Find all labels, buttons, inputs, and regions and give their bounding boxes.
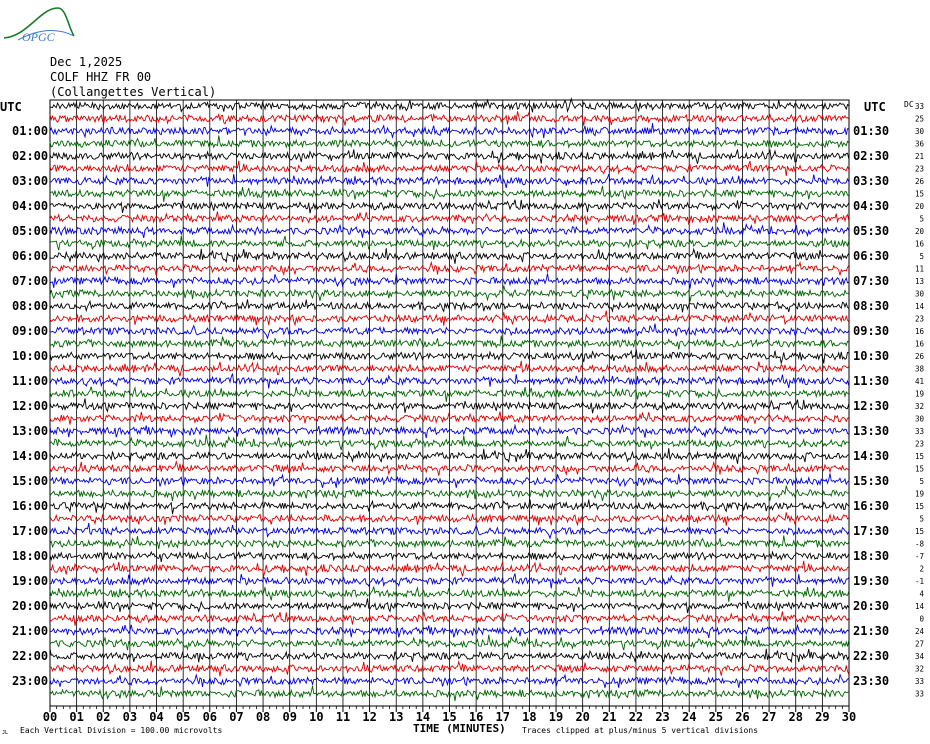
row-label-right: 21:30	[853, 624, 890, 638]
dc-value: 15	[914, 464, 924, 474]
x-tick-label: 20	[575, 710, 590, 724]
dc-value: 32	[914, 402, 924, 411]
clip-note: Traces clipped at plus/minus 5 vertical divisions	[522, 726, 759, 735]
row-label-right: 08:30	[853, 299, 890, 313]
x-tick-label: 19	[548, 710, 564, 724]
dc-value: 33	[914, 102, 924, 111]
x-tick-label: 21	[602, 710, 617, 724]
row-label-left: 16:00	[12, 499, 49, 513]
row-label-right: 07:30	[853, 274, 890, 288]
row-label-left: 10:00	[12, 349, 49, 363]
x-tick-label: 11	[335, 710, 351, 724]
division-note: Each Vertical Division = 100.00 microvolts	[20, 726, 223, 735]
dc-value: 34	[914, 652, 924, 661]
station-label: COLF HHZ FR 00	[50, 70, 152, 84]
x-tick-label: 15	[442, 710, 457, 724]
row-label-right: 04:30	[853, 199, 890, 213]
row-label-left: 06:00	[12, 249, 49, 263]
row-label-right: 06:30	[853, 249, 890, 263]
x-tick-label: 13	[389, 710, 404, 724]
x-tick-label: 26	[735, 710, 750, 724]
dc-value: 41	[914, 377, 924, 386]
opgc-logo	[4, 8, 74, 44]
dc-value: 33	[914, 427, 924, 436]
x-tick-label: 12	[362, 710, 377, 724]
dc-value: 5	[919, 477, 924, 486]
dc-value: 27	[914, 639, 924, 649]
station-description: (Collangettes Vertical)	[50, 85, 217, 99]
x-tick-label: 10	[309, 710, 324, 724]
row-label-left: 15:00	[12, 474, 49, 488]
dc-value: 5	[919, 252, 924, 261]
dc-value: -8	[914, 539, 924, 549]
row-label-left: 03:00	[12, 174, 49, 188]
row-label-right: 12:30	[853, 399, 890, 413]
utc-label-left: UTC	[0, 100, 22, 114]
dc-value: 33	[914, 677, 924, 686]
x-tick-label: 27	[761, 710, 777, 724]
row-label-right: 09:30	[853, 324, 890, 338]
x-tick-label: 04	[149, 710, 164, 724]
x-tick-label: 30	[841, 710, 857, 724]
x-tick-label: 24	[681, 710, 697, 724]
dc-value: 19	[914, 489, 924, 499]
row-label-left: 02:00	[12, 149, 49, 163]
dc-value: 23	[914, 314, 924, 324]
row-label-left: 13:00	[12, 424, 49, 438]
dc-value: -1	[914, 577, 924, 586]
dc-label: DC	[904, 100, 914, 109]
x-tick-label: 09	[282, 710, 297, 724]
row-label-left: 01:00	[12, 124, 49, 138]
row-label-right: 11:30	[853, 374, 890, 388]
x-tick-label: 03	[122, 710, 138, 724]
row-label-left: 07:00	[12, 274, 49, 288]
dc-value: 19	[914, 389, 924, 399]
row-label-right: 16:30	[853, 499, 890, 513]
x-tick-label: 08	[255, 710, 271, 724]
x-tick-label: 25	[708, 710, 724, 724]
row-label-left: 19:00	[12, 574, 49, 588]
logo-text: OPGC	[22, 30, 55, 44]
row-label-right: 02:30	[853, 149, 890, 163]
dc-value: 20	[914, 227, 924, 236]
row-label-right: 05:30	[853, 224, 890, 238]
x-tick-label: 28	[788, 710, 803, 724]
row-label-left: 05:00	[12, 224, 49, 238]
row-label-left: 21:00	[12, 624, 49, 638]
row-label-left: 04:00	[12, 199, 49, 213]
x-tick-label: 06	[202, 710, 218, 724]
dc-value: 11	[914, 264, 924, 274]
row-label-right: 15:30	[853, 474, 890, 488]
dc-value: 32	[914, 664, 924, 674]
row-label-left: 22:00	[12, 649, 49, 663]
row-label-left: 14:00	[12, 449, 49, 463]
row-label-right: 19:30	[853, 574, 890, 588]
dc-value: 15	[914, 189, 924, 199]
dc-offset-values	[915, 102, 925, 699]
row-label-left: 17:00	[12, 524, 49, 538]
row-label-right: 01:30	[853, 124, 890, 138]
dc-value: 13	[914, 277, 924, 286]
dc-value: 14	[914, 602, 924, 611]
dc-value: 5	[919, 214, 924, 224]
row-label-left: 12:00	[12, 399, 49, 413]
dc-value: 30	[914, 127, 924, 136]
dc-value: 15	[914, 527, 924, 536]
dc-value: 14	[914, 302, 924, 311]
dc-value: 4	[919, 589, 924, 599]
dc-value: 20	[914, 202, 924, 211]
x-axis-title: TIME (MINUTES)	[413, 722, 506, 735]
dc-value: 38	[914, 364, 924, 374]
x-tick-label: 16	[468, 710, 484, 724]
row-label-right: 18:30	[853, 549, 890, 563]
row-label-left: 09:00	[12, 324, 49, 338]
x-tick-label: 07	[229, 710, 244, 724]
dc-value: 24	[914, 627, 924, 636]
dc-value: 21	[914, 152, 924, 161]
dc-value: 30	[914, 414, 924, 424]
row-label-right: 03:30	[853, 174, 890, 188]
x-tick-label: 23	[655, 710, 670, 724]
row-label-left: 11:00	[12, 374, 49, 388]
dc-value: 2	[919, 564, 924, 574]
row-label-right: 13:30	[853, 424, 890, 438]
row-label-right: 23:30	[853, 674, 890, 688]
x-tick-label: 01	[69, 710, 84, 724]
dc-value: 36	[914, 139, 924, 149]
row-label-right: 22:30	[853, 649, 890, 663]
dc-value: 23	[914, 164, 924, 174]
dc-value: 26	[914, 177, 924, 186]
dc-value: 16	[914, 239, 924, 249]
dc-value: 33	[914, 689, 924, 699]
row-label-right: 14:30	[853, 449, 890, 463]
row-label-left: 18:00	[12, 549, 49, 563]
row-label-left: 23:00	[12, 674, 49, 688]
x-tick-label: 29	[815, 710, 830, 724]
dc-value: 30	[914, 289, 924, 299]
x-tick-label: 17	[495, 710, 510, 724]
row-label-left: 20:00	[12, 599, 49, 613]
footer-marker: JL	[2, 730, 9, 736]
x-tick-label: 22	[628, 710, 644, 724]
row-label-right: 20:30	[853, 599, 890, 613]
x-tick-label: 18	[522, 710, 537, 724]
x-tick-label: 14	[415, 710, 431, 724]
date-label: Dec 1,2025	[50, 55, 123, 69]
row-label-right: 17:30	[853, 524, 890, 538]
dc-value: -7	[914, 552, 924, 561]
utc-label-right: UTC	[864, 100, 886, 114]
dc-value: 0	[919, 614, 924, 624]
row-label-right: 10:30	[853, 349, 890, 363]
dc-value: 23	[914, 439, 924, 449]
x-tick-label: 05	[175, 710, 191, 724]
x-tick-label: 00	[42, 710, 58, 724]
dc-value: 16	[914, 327, 924, 336]
dc-value: 25	[914, 114, 924, 124]
dc-value: 15	[914, 452, 924, 461]
row-label-left: 08:00	[12, 299, 49, 313]
dc-value: 26	[914, 352, 924, 361]
dc-value: 16	[914, 339, 924, 349]
dc-value: 5	[919, 514, 924, 524]
x-tick-label: 02	[96, 710, 111, 724]
dc-value: 15	[914, 502, 924, 511]
